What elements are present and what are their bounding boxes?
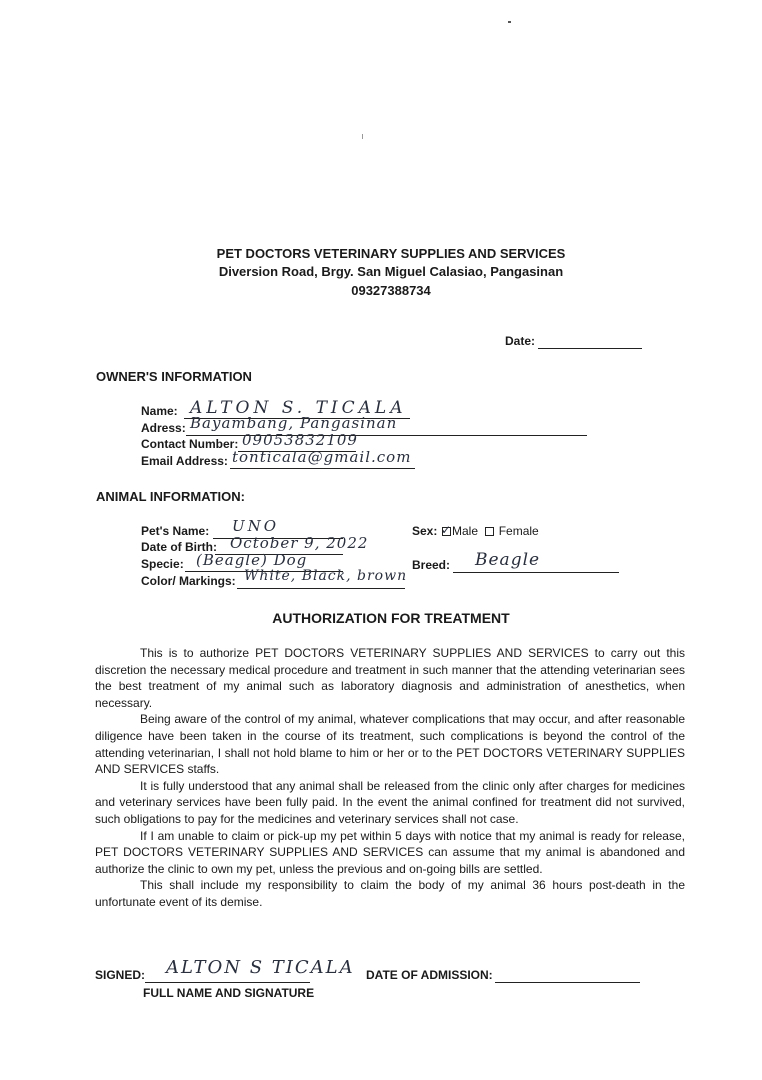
signed-label: SIGNED: [95,968,146,982]
authorization-paragraph-3: It is fully understood that any animal shall be released from the clinic only after charges for medicines and veterinary services have been fully paid. In the event the animal confined for treatment did not survived, such obligations to pay for the medicines and veterinary services shall not case. [95,778,685,826]
owner-address-value: Bayambang, Pangasinan [190,414,398,432]
checkmark-icon: ✓ [441,523,452,538]
date-of-admission-field[interactable] [495,968,640,983]
date-label: Date: [505,334,536,348]
contact-number-value: 09053832109 [242,431,358,449]
sex-label: Sex: [412,524,438,538]
date-of-admission-label: DATE OF ADMISSION: [366,968,493,982]
specie-value: (Beagle) Dog [196,551,308,569]
dob-label: Date of Birth: [141,540,217,554]
authorization-paragraph-2: Being aware of the control of my animal, whatever complications that may occur, and after reasonable diligence have been taken in the course of its treatment, such complications is beyond the control of the attending veterinarian, I shall not hold blame to him or her or to the PET DOCTORS VETERINARY SUPPLIES AND SERVICES staffs. [95,712,685,777]
male-option-label: Male [452,524,479,538]
scan-speck [362,134,363,139]
authorization-title: AUTHORIZATION FOR TREATMENT [272,610,510,626]
pet-name-label: Pet's Name: [141,524,210,538]
signature-caption: FULL NAME AND SIGNATURE [143,986,315,1000]
color-markings-value: White, Black, brown [244,568,408,584]
company-name: PET DOCTORS VETERINARY SUPPLIES AND SERVICES [216,246,566,261]
scan-speck [508,21,511,23]
authorization-paragraph-4: If I am unable to claim or pick-up my pet within 5 days with notice that my animal is ready for release, PET DOCTORS VETERINARY SUPPLIES AND SERVICES can assume that my animal is abandoned and authorize the clinic to own my pet, unless the previous and on-going bills are settled. [95,828,685,876]
email-value: tonticala@gmail.com [232,448,412,466]
contact-number-label: Contact Number: [141,437,239,451]
email-label: Email Address: [141,454,228,468]
animal-info-heading: ANIMAL INFORMATION: [96,489,245,504]
authorization-body [95,645,685,911]
breed-value: Beagle [475,550,541,570]
date-field[interactable] [538,334,642,349]
breed-label: Breed: [412,558,451,572]
female-option-label: Female [498,524,539,538]
sex-options [441,524,539,538]
company-address: Diversion Road, Brgy. San Miguel Calasiao, Pangasinan [218,264,564,279]
company-phone: 09327388734 [351,283,431,298]
male-checkbox[interactable] [441,523,452,538]
owner-address-label: Adress: [141,421,186,435]
female-checkbox[interactable] [485,527,494,536]
owner-name-value: ALTON S. TICALA [190,398,407,418]
owner-name-label: Name: [141,404,178,418]
specie-label: Specie: [141,557,184,571]
authorization-paragraph-1: This is to authorize PET DOCTORS VETERINARY SUPPLIES AND SERVICES to carry out this discretion the necessary medical procedure and treatment in such manner that the attending veterinarian sees the best treatment of my animal such as laboratory diagnosis and administration of anesthetics, when necessary. [95,646,685,710]
signature-value: ALTON S TICALA [166,957,355,978]
pet-name-value: UNO [232,517,280,535]
dob-value: October 9, 2022 [230,534,369,552]
color-markings-label: Color/ Markings: [141,574,236,588]
owner-info-heading: OWNER'S INFORMATION [96,369,252,384]
authorization-paragraph-5: This shall include my responsibility to claim the body of my animal 36 hours post-death in the unfortunate event of its demise. [95,878,685,909]
